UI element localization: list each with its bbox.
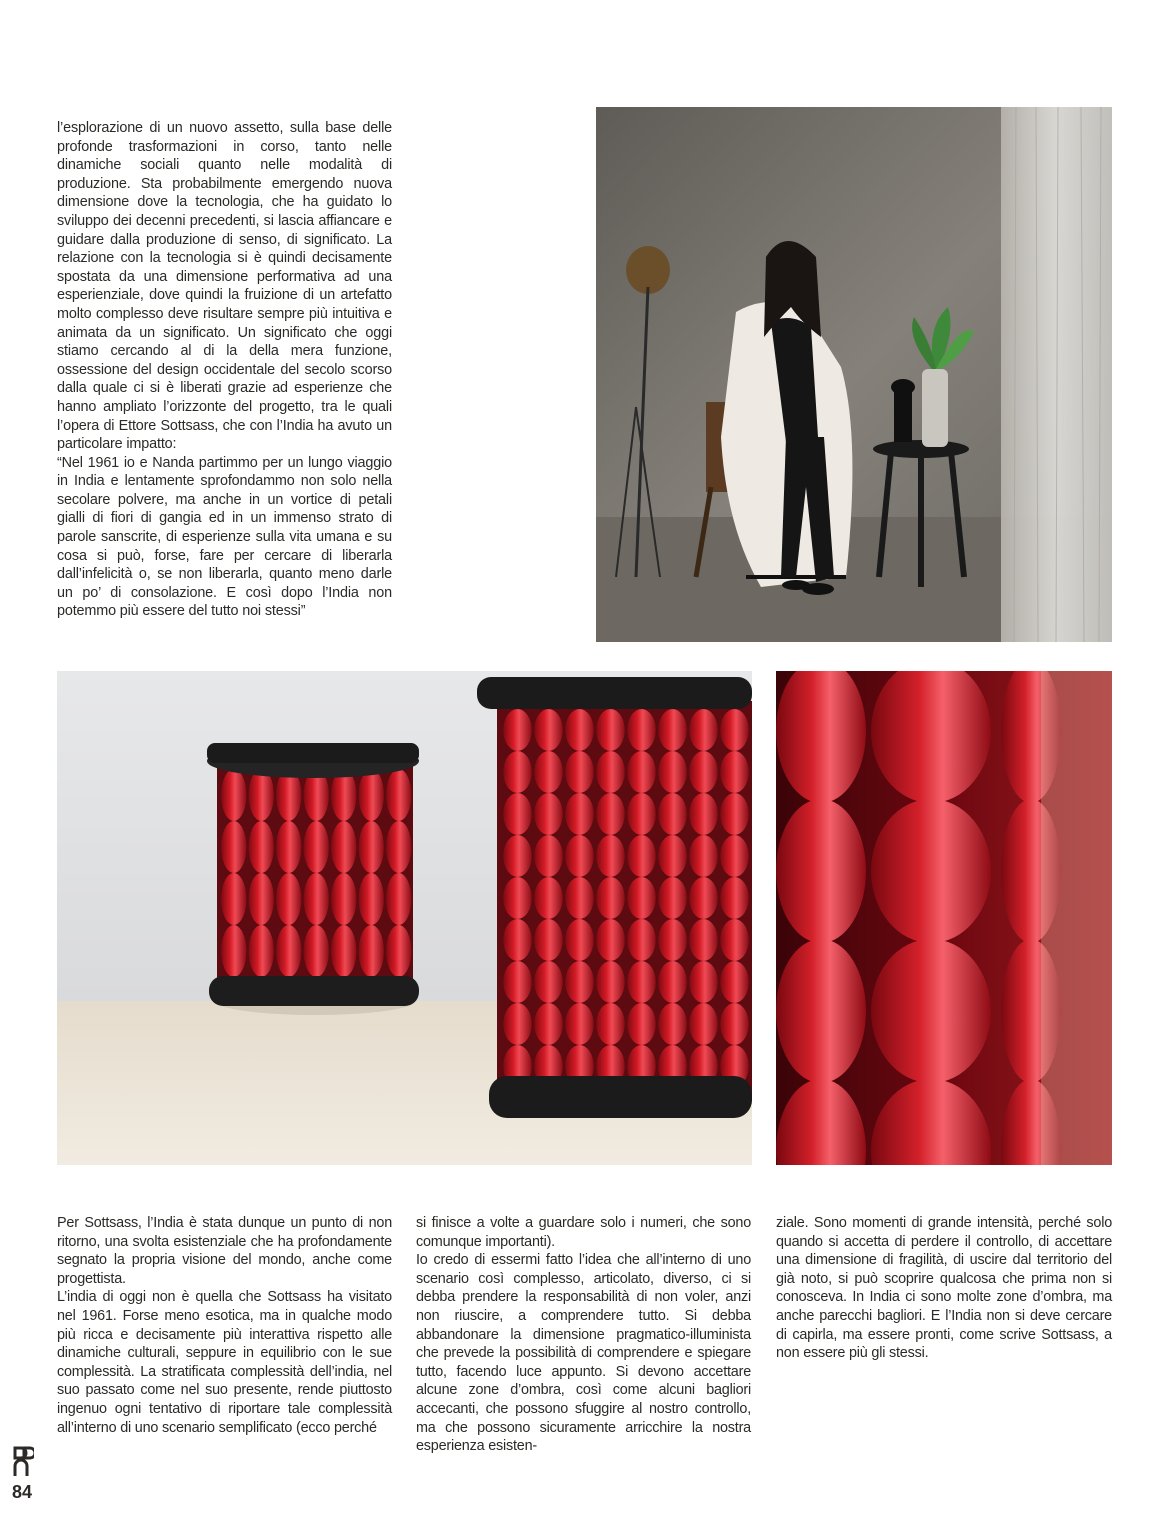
bottom-column-2 xyxy=(416,1214,751,1456)
bottom-column-1 xyxy=(57,1214,392,1437)
woman-seated-photo xyxy=(596,107,1112,642)
page-number: 84 xyxy=(12,1482,33,1502)
red-closeup-photo xyxy=(776,671,1112,1165)
sottsass-quote: “Nel 1961 io e Nanda partimmo per un lungo viaggio in India e lentamente sprofondammo non solo nella secolare polvere, ma anche in un vortice di petali gialli di fiori di gangia ed in un immenso strato di parole sanscrite, di esperienze sulla vita umana e su cosa si può, forse, fare per cercare di liberarla dall’infelicità o, se non liberarla, quanto meno darle un po’ di consolazione. E così dopo l’India non potemmo più essere del tutto noi stessi” xyxy=(57,454,392,620)
col1-paragraph-1: Per Sottsass, l’India è stata dunque un punto di non ritorno, una svolta esistenziale che ha profondamente segnato la propria visione del mondo, anche come progettista. xyxy=(57,1215,392,1287)
bottom-column-3 xyxy=(776,1214,1112,1363)
col2-paragraph-1: si finisce a volte a guardare solo i numeri, che sono comunque importanti). xyxy=(416,1215,751,1250)
red-stools-photo xyxy=(57,671,752,1165)
ddn-logo-icon xyxy=(12,1444,34,1480)
col3-paragraph-1: ziale. Sono momenti di grande intensità, perché solo quando si accetta di perdere il controllo, di accettare una dimensione di fragilità, di uscire dal territorio del già noto, si può scoprire qualcosa che prima non si conosceva. In India ci sono molte zone d’ombra, ma anche parecchi bagliori. E l’India non si deve cercare di capirla, ma essere pronti, come scrive Sottsass, a non essere più gli stessi. xyxy=(776,1215,1112,1362)
intro-paragraph: l’esplorazione di un nuovo assetto, sulla base delle profonde trasformazioni in corso, tanto nelle dinamiche sociali quanto nelle modalità di produzione. Sta probabilmente emergendo nuova dimensione dove la tecnologia, che ha guidato lo sviluppo dei decenni precedenti, si lascia affiancare e guidare dalla produzione di senso, di significato. La relazione con la tecnologia si è quindi decisamente spostata da una dimensione performativa ad una esperienziale, dove quindi la fruizione di un artefatto molto complesso deve risultare sempre più intuitiva e animata da un significato. Un significato che oggi stiamo cercando al di la della mera funzione, ossessione del design occidentale del secolo scorso dalla quale ci si è liberati grazie ad esperienze che hanno ampliato l’orizzonte del progetto, tra le quali l’opera di Ettore Sottsass, che con l’India ha avuto un particolare impatto: xyxy=(57,120,392,453)
col2-paragraph-2: Io credo di essermi fatto l’idea che all’interno di uno scenario così complesso, articolato, diverso, ci si debba prendere la responsabilità di non voler, anzi non riuscire, a comprendere tutto. Si debba abbandonare la dimensione pragmatico-illuminista che prevede la possibilità di comprendere e spiegare tutto, facendo luce appunto. Si devono accettare alcune zone d’ombra, così come alcuni bagliori accecanti, che possono sfuggire al nostro controllo, ma che possono sicuramente arricchire la nostra esperienza esisten- xyxy=(416,1252,751,1455)
col1-paragraph-2: L’india di oggi non è quella che Sottsass ha visitato nel 1961. Forse meno esotica, ma in qualche modo più ricca e decisamente più interattiva rispetto alle dinamiche culturali, seppure in equilibrio con le sue complessità. La stratificata complessità dell’india, nel suo passato come nel suo presente, rende piuttosto ingenuo ogni tentativo di riportare tale complessità all’interno di uno scenario semplificato (ecco perché xyxy=(57,1289,392,1436)
top-text-column xyxy=(57,119,392,621)
